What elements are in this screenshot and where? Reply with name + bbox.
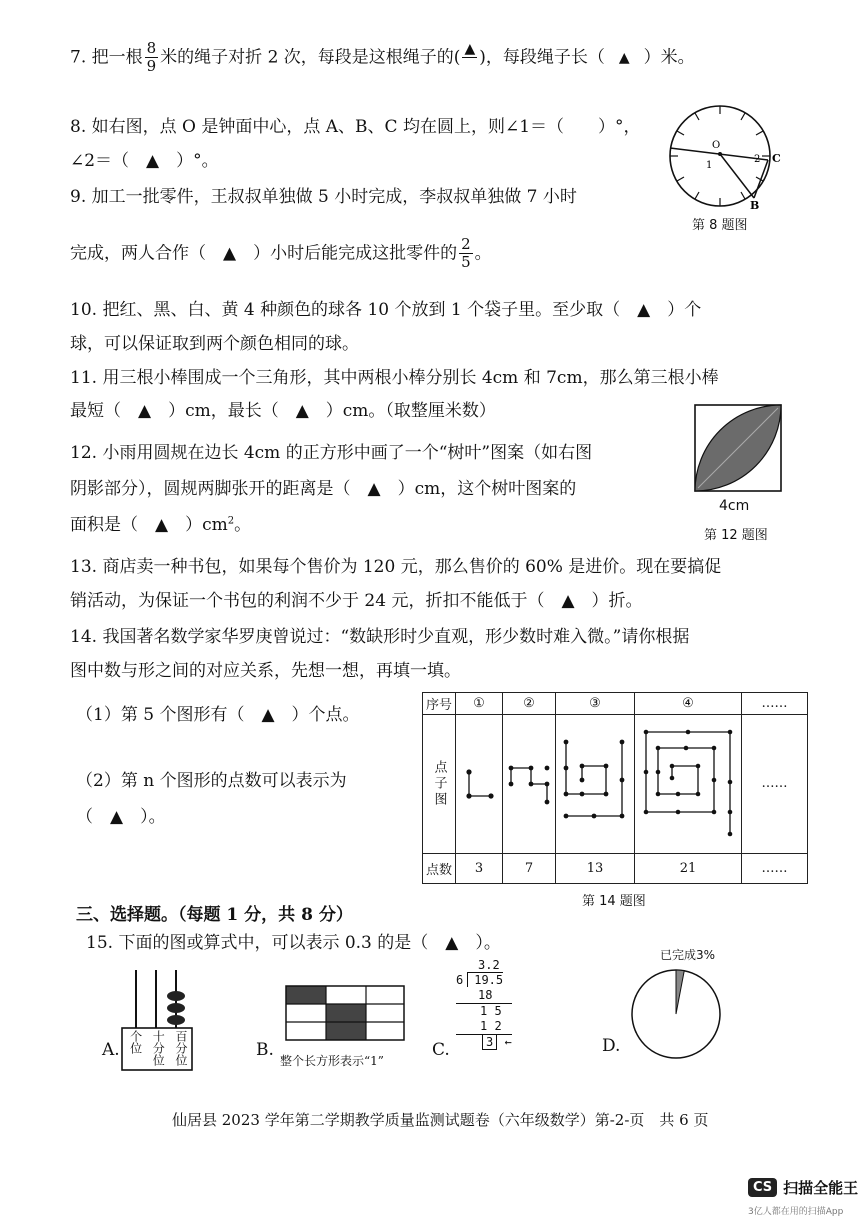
question-13-line-2: 销活动，为保证一个书包的利润不少于 24 元，折扣不能低于（ ▲ ）折。 — [70, 591, 643, 611]
dimension-label: 4cm — [719, 498, 750, 514]
dot-figure-2 — [503, 715, 556, 854]
scanner-watermark — [748, 1177, 858, 1198]
question-14-part-2a: （2）第 n 个图形的点数可以表示为 — [76, 771, 347, 791]
caption-q8: 第 8 题图 — [692, 218, 748, 233]
question-14-part-1: （1）第 5 个图形有（ ▲ ）个点。 — [76, 705, 360, 725]
question-9-line-2: 完成，两人合作（ ▲ ）小时后能完成这批零件的 $\frac{2}{5}$ 。 — [70, 235, 492, 272]
fraction-2-5: $\frac{2}{5}$ — [461, 235, 471, 272]
question-9-line-1: 9. 加工一批零件，王叔叔单独做 5 小时完成，李叔叔单独做 7 小时 — [70, 187, 577, 207]
clock-figure — [664, 100, 794, 210]
question-14-part-2b: （ ▲ ）。 — [76, 807, 166, 827]
count-4: 21 — [635, 853, 742, 883]
page-footer: 仙居县 2023 学年第二学期教学质量监测试题卷（六年级数学）第-2-页 共 6 页 — [172, 1111, 709, 1129]
grid-note: 整个长方形表示“1” — [280, 1054, 384, 1068]
pie-slice-completed — [676, 970, 684, 1014]
label-o: O — [712, 140, 721, 151]
abacus-place-labels: 个位 十分位 百分位 — [128, 1030, 188, 1066]
question-15: 15. 下面的图或算式中，可以表示 0.3 的是（ ▲ ）。 — [86, 933, 501, 953]
question-7: 7. 把一根 $\frac{8}{9}$ 米的绳子对折 2 次，每段是这根绳子的( ▲ )，每段绳子长（ ▲ ）米。 — [70, 39, 695, 76]
question-14-line-1: 14. 我国著名数学家华罗庚曾说过：“数缺形时少直观，形少数时难入微。”请你根据 — [70, 627, 690, 647]
grid-figure — [284, 984, 406, 1046]
pie-note: 已完成3% — [660, 948, 716, 962]
question-8-line-2: ∠2＝（ ▲ ）°。 — [70, 151, 219, 171]
dot-pattern-table: 序号 ① ② ③ ④ …… 点子图 …… 点数 3 7 13 21 …… — [422, 692, 808, 884]
long-division: 3.2 6 19.5 18 1 5 1 2 3 ← — [456, 958, 512, 1049]
count-1: 3 — [456, 853, 503, 883]
count-2: 7 — [503, 853, 556, 883]
question-12-line-2: 阴影部分），圆规两脚张开的距离是（ ▲ ）cm，这个树叶图案的 — [70, 479, 577, 499]
option-a-label[interactable]: A. — [102, 1040, 120, 1060]
question-13-line-1: 13. 商店卖一种书包，如果每个售价为 120 元，那么售价的 60% 是进价。现在要搞促 — [70, 557, 722, 577]
scanner-app-name: 扫描全能王 — [783, 1179, 859, 1197]
scanner-tagline: 3亿人都在用的扫描App — [748, 1207, 844, 1217]
count-3: 13 — [556, 853, 635, 883]
leaf-figure — [694, 404, 784, 494]
option-d-label[interactable]: D. — [602, 1036, 621, 1056]
question-11-line-2: 最短（ ▲ ）cm，最长（ ▲ ）cm。（取整厘米数） — [70, 401, 496, 421]
pie-figure — [630, 968, 722, 1060]
question-10-line-2: 球，可以保证取到两个颜色相同的球。 — [70, 334, 359, 354]
question-8-line-1: 8. 如右图，点 O 是钟面中心，点 A、B、C 均在圆上，则∠1＝（ ）°， — [70, 117, 641, 137]
question-14-line-2: 图中数与形之间的对应关系，先想一想，再填一填。 — [70, 661, 461, 681]
dot-figure-3 — [556, 715, 635, 854]
question-11-line-1: 11. 用三根小棒围成一个三角形，其中两根小棒分别长 4cm 和 7cm，那么第三根小棒 — [70, 368, 719, 388]
angle-2: 2 — [754, 154, 761, 165]
label-b: B — [750, 199, 760, 210]
fraction-blank: ▲ — [464, 40, 476, 57]
dot-figure-4 — [635, 715, 742, 854]
cs-logo: CS — [748, 1178, 777, 1197]
option-b-label[interactable]: B. — [256, 1040, 274, 1060]
option-c-label[interactable]: C. — [432, 1040, 450, 1060]
label-c: C — [772, 152, 781, 165]
question-10-line-1: 10. 把红、黑、白、黄 4 种颜色的球各 10 个放到 1 个袋子里。至少取（ ▲ ）个 — [70, 300, 702, 320]
count-more: …… — [742, 853, 808, 883]
angle-1: 1 — [706, 160, 713, 171]
fraction-8-9: $\frac{8}{9}$ — [146, 39, 157, 76]
question-12-line-1: 12. 小雨用圆规在边长 4cm 的正方形中画了一个“树叶”图案（如右图 — [70, 443, 593, 463]
caption-q12: 第 12 题图 — [704, 528, 768, 543]
caption-q14: 第 14 题图 — [582, 894, 646, 909]
dot-figure-1 — [456, 715, 503, 854]
question-12-line-3: 面积是（ ▲ ）$cm^2$。 — [70, 515, 252, 535]
section-3-title: 三、选择题。（每题 1 分，共 8 分） — [76, 905, 353, 925]
